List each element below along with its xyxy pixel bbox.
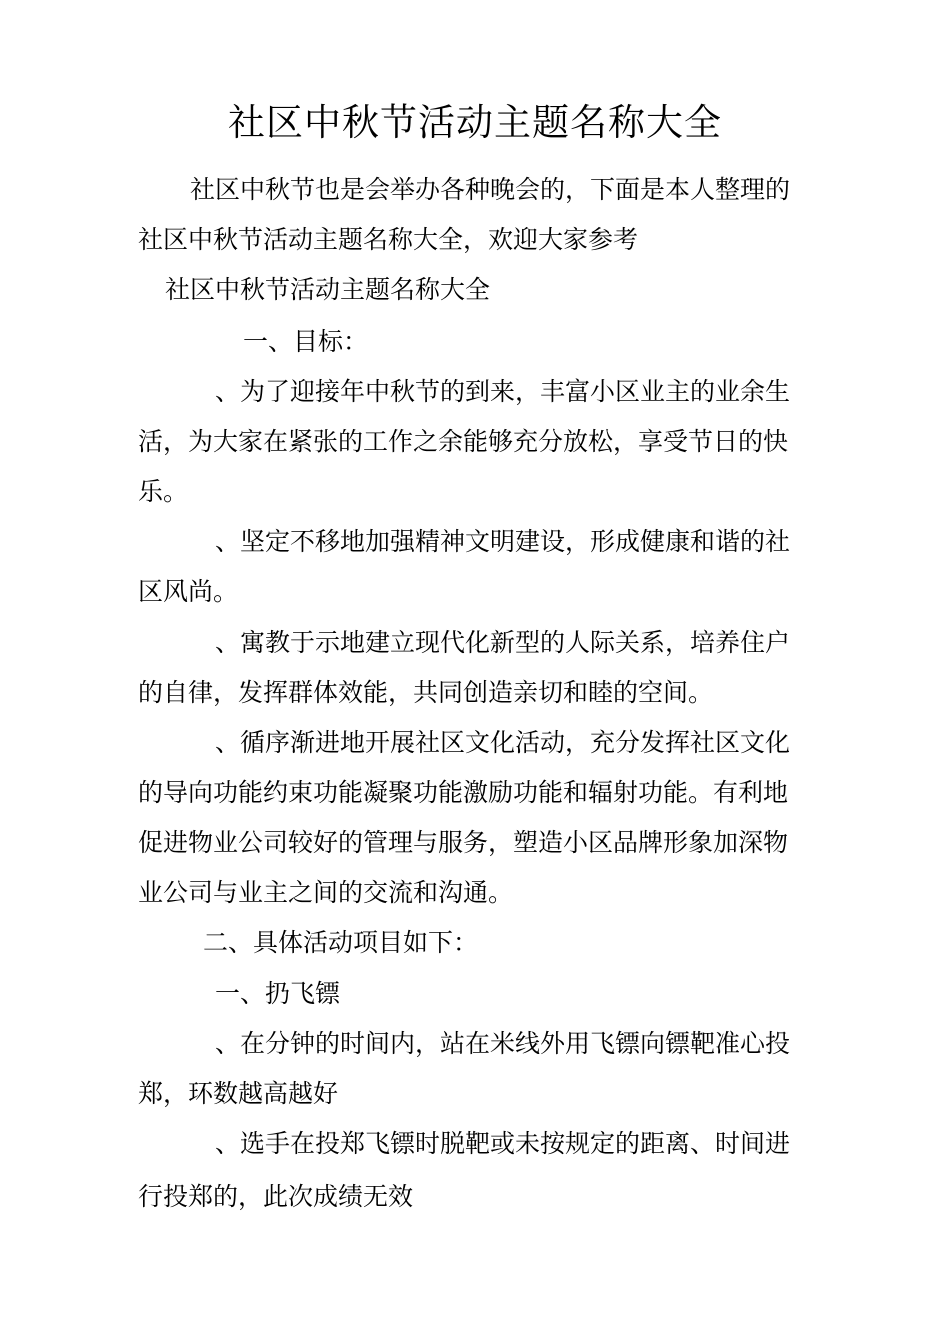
paragraph-line: 、为了迎接年中秋节的到来，丰富小区业主的业余生: [215, 377, 791, 406]
paragraph-line: 的导向功能约束功能凝聚功能激励功能和辐射功能。有利地: [138, 778, 789, 807]
document-title: 社区中秋节活动主题名称大全: [228, 101, 722, 144]
paragraph-line: 、循序渐进地开展社区文化活动，充分发挥社区文化: [215, 728, 791, 757]
section-heading: 一、目标：: [243, 327, 369, 356]
paragraph-line: 社区中秋节活动主题名称大全，欢迎大家参考: [138, 225, 639, 254]
paragraph-line: 郑，环数越高越好: [138, 1079, 339, 1108]
paragraph-line: 业公司与业主之间的交流和沟通。: [138, 878, 514, 907]
paragraph-line: 社区中秋节活动主题名称大全: [165, 275, 491, 304]
paragraph-line: 活，为大家在紧张的工作之余能够充分放松，享受节日的快: [138, 427, 789, 456]
paragraph-line: 行投郑的，此次成绩无效: [138, 1182, 414, 1211]
subsection-heading: 一、扔飞镖: [215, 979, 341, 1008]
paragraph-line: 、选手在投郑飞镖时脱靶或未按规定的距离、时间进: [215, 1129, 791, 1158]
paragraph-line: 社区中秋节也是会举办各种晚会的，下面是本人整理的: [190, 175, 791, 204]
paragraph-line: 促进物业公司较好的管理与服务，塑造小区品牌形象加深物: [138, 828, 789, 857]
paragraph-line: 区风尚。: [138, 577, 239, 606]
paragraph-line: 、在分钟的时间内，站在米线外用飞镖向镖靶准心投: [215, 1029, 791, 1058]
paragraph-line: 、坚定不移地加强精神文明建设，形成健康和谐的社: [215, 527, 791, 556]
paragraph-line: 、寓教于示地建立现代化新型的人际关系，培养住户: [215, 628, 791, 657]
paragraph-line: 的自律，发挥群体效能，共同创造亲切和睦的空间。: [138, 678, 714, 707]
section-heading: 二、具体活动项目如下：: [203, 928, 479, 957]
paragraph-line: 乐。: [138, 477, 189, 506]
